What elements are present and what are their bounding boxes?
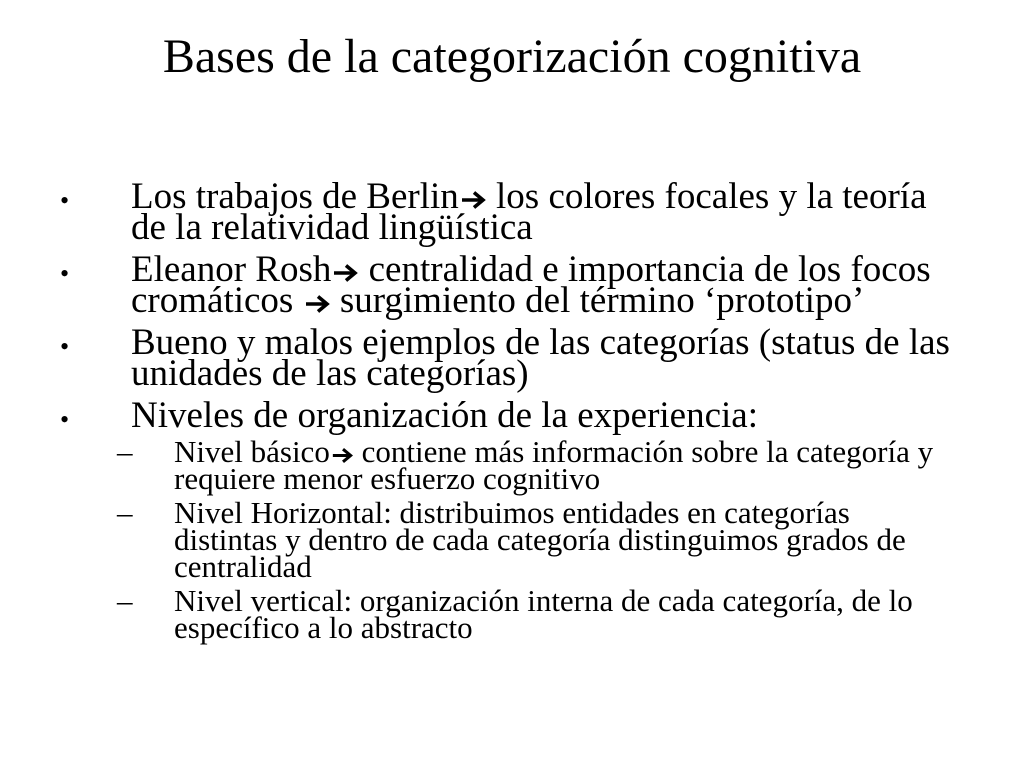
sub-bullet-item [117, 434, 1024, 496]
sub-bullet-item [117, 583, 1024, 645]
sub-bullet-line [174, 461, 1024, 496]
sub-bullet-text: centralidad [174, 549, 312, 584]
sub-bullet-list [117, 434, 1024, 645]
bullet-item [0, 249, 1024, 321]
sub-bullet-line [174, 549, 1024, 584]
bullet-marker: • [60, 332, 70, 361]
dash-marker: – [117, 583, 133, 618]
bullet-text: cromáticos [131, 280, 303, 321]
bullet-marker: • [60, 186, 70, 215]
bullet-text: Niveles de organización de la experiencia: [131, 395, 758, 436]
bullet-text: Eleanor Rosh [131, 249, 332, 290]
sub-bullet-line [174, 610, 1024, 645]
sub-bullet-text: Nivel básico [174, 434, 330, 469]
bullet-list [0, 176, 1024, 645]
bullet-item [0, 395, 1024, 645]
bullet-text: Los trabajos de Berlin [131, 176, 459, 217]
sub-bullet-text: requiere menor esfuerzo cognitivo [174, 461, 601, 496]
sub-bullet-text: contiene más información sobre la categoría y [353, 434, 934, 469]
bullet-marker: • [60, 259, 70, 288]
dash-marker: – [117, 434, 133, 469]
sub-bullet-text: distintas y dentro de cada categoría distinguimos grados de [174, 522, 906, 557]
arrow-right-icon [305, 294, 331, 314]
bullet-text: unidades de las categorías) [131, 353, 529, 394]
bullet-item [0, 322, 1024, 394]
bullet-text: surgimiento del término ‘prototipo’ [330, 280, 865, 321]
bullet-marker: • [60, 405, 70, 434]
sub-bullet-text: Nivel vertical: organización interna de cada categoría, de lo [174, 583, 913, 618]
sub-bullet-text: específico a lo abstracto [174, 610, 473, 645]
dash-marker: – [117, 495, 133, 530]
bullet-text: los colores focales y la teoría [486, 176, 927, 217]
sub-bullet-item [117, 495, 1024, 584]
bullet-line [131, 395, 1024, 436]
sub-bullet-text: Nivel Horizontal: distribuimos entidades en categorías [174, 495, 850, 530]
bullet-text: centralidad e importancia de los focos [359, 249, 931, 290]
bullet-text: de la relatividad lingüística [131, 207, 533, 248]
slide-title: Bases de la categorización cognitiva [162, 30, 862, 83]
bullet-text: Bueno y malos ejemplos de las categorías (status de las [131, 322, 950, 363]
bullet-item [0, 176, 1024, 248]
